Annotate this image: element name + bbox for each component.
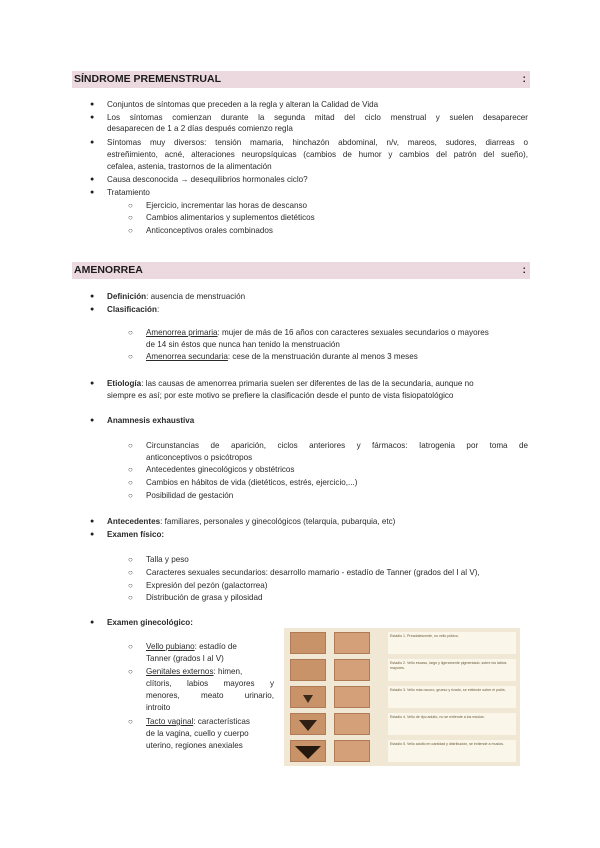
- tanner-caption: Estadio 1. Preadolescente, no vello púbico.: [388, 632, 516, 654]
- sub-bullet-circle: ○: [128, 465, 133, 474]
- sub-bullet-circle: ○: [128, 213, 133, 222]
- sub-list-item-vello: [146, 641, 237, 652]
- tanner-caption: Estadio 4. Vello de tipo adulto, no se extiende a los muslos.: [388, 713, 516, 735]
- sub-bullet-circle: ○: [128, 642, 133, 651]
- sub-list-item-cont: clítoris, labios mayores y: [146, 679, 274, 688]
- sub-bullet-circle: ○: [128, 328, 133, 337]
- pubic-hair-shape: [291, 741, 325, 761]
- list-item: Síntomas muy diversos: tensión mamaria, hinchazón abdominal, n/v, mareos, sudores, diarreas o: [107, 138, 528, 147]
- sub-bullet-circle: ○: [128, 667, 133, 676]
- sub-list-item: Expresión del pezón (galactorrea): [146, 581, 268, 590]
- tanner-caption: Estadio 3. Vello más oscuro, grueso y rizado, se extiende sobre el pubis.: [388, 686, 516, 708]
- sub-bullet-circle: ○: [128, 491, 133, 500]
- sub-list-item-cont: anticonceptivos o psicótropos: [146, 453, 253, 462]
- label-clasificacion: Clasificación: [107, 305, 157, 314]
- tanner-photo-pubic: [290, 632, 326, 654]
- label-genitales-externos: Genitales externos: [146, 667, 214, 676]
- sub-list-item-cont: de la vagina, cuello y cuerpo: [146, 729, 249, 738]
- tanner-caption: Estadio 2. Vello escaso, largo y ligeramente pigmentado, sobre los labios mayores.: [388, 659, 516, 681]
- label-vello-pubiano: Vello pubiano: [146, 642, 195, 651]
- tanner-photo-pubic: [290, 713, 326, 735]
- definicion-text: : ausencia de menstruación: [146, 292, 246, 301]
- sub-bullet-circle: ○: [128, 593, 133, 602]
- tanner-photo-breast: [334, 740, 370, 762]
- sub-list-item: Circunstancias de aparición, ciclos anteriores y fármacos: Iatrogenia por toma de: [146, 441, 528, 450]
- list-item-cont: siempre es así; por este motivo se prefiere la clasificación desde el punto de vista fisiopatológico: [107, 391, 454, 400]
- label-etiologia: Etiología: [107, 379, 142, 388]
- sub-list-item: Caracteres sexuales secundarios: desarrollo mamario - estadío de Tanner (grados del I al V),: [146, 568, 480, 577]
- list-item-etiologia: [107, 378, 474, 389]
- sub-list-item-primaria: [146, 327, 489, 338]
- tanner-row: [284, 658, 520, 682]
- bullet-dot: ●: [90, 518, 95, 525]
- section-header-sindrome-premenstrual: [72, 71, 530, 88]
- bullet-dot: ●: [90, 417, 95, 424]
- bullet-dot: ●: [90, 176, 95, 183]
- label-antecedentes: Antecedentes: [107, 517, 161, 526]
- clasificacion-colon: :: [156, 305, 160, 314]
- bullet-dot: ●: [90, 101, 95, 108]
- sub-list-item: Ejercicio, incrementar las horas de descanso: [146, 201, 308, 210]
- list-item-examen-fisico: [107, 529, 164, 540]
- sub-list-item-cont: de 14 sin éstos que nunca han tenido la menstruación: [146, 340, 340, 349]
- etiologia-text: : las causas de amenorrea primaria suelen ser diferentes de las de la secundaria, aunque no: [141, 379, 474, 388]
- list-item-cont: cefalea, astenia, trastornos de la alimentación: [107, 162, 272, 171]
- sub-list-item: Distribución de grasa y pilosidad: [146, 593, 263, 602]
- sub-bullet-circle: ○: [128, 441, 133, 450]
- section-title: AMENORREA: [74, 264, 143, 276]
- pubic-hair-shape: [291, 687, 325, 707]
- sub-list-item-secundaria: [146, 351, 418, 362]
- tacto-text: : características: [193, 717, 250, 726]
- bullet-dot: ●: [90, 293, 95, 300]
- section-colon: :: [522, 264, 526, 276]
- label-definicion: Definición: [107, 292, 147, 301]
- sub-list-item-cont: menores, meato urinario,: [146, 691, 274, 700]
- tanner-photo-breast: [334, 632, 370, 654]
- sub-list-item: Cambios alimentarios y suplementos dietéticos: [146, 213, 315, 222]
- sub-list-item: Posibilidad de gestación: [146, 491, 234, 500]
- sub-bullet-circle: ○: [128, 568, 133, 577]
- section-header-amenorrea: [72, 262, 530, 279]
- sub-list-item-tacto: [146, 716, 250, 727]
- label-examen-fisico: Examen físico:: [107, 530, 165, 539]
- sub-list-item-cont: uterino, regiones anexiales: [146, 741, 243, 750]
- tanner-photo-pubic: [290, 686, 326, 708]
- label-examen-ginecologico: Examen ginecológico:: [107, 618, 193, 627]
- vello-text: : estadío de: [194, 642, 237, 651]
- sub-list-item-cont: Tanner (grados I al V): [146, 654, 224, 663]
- sub-bullet-circle: ○: [128, 555, 133, 564]
- tanner-stages-figure: [284, 628, 520, 766]
- bullet-dot: ●: [90, 619, 95, 626]
- sub-list-item-genitales: [146, 666, 242, 677]
- sub-list-item-cont: introito: [146, 703, 171, 712]
- section-title: SÍNDROME PREMENSTRUAL: [74, 73, 222, 85]
- pubic-hair-shape: [291, 714, 325, 734]
- list-item-cont: desaparecen de 1 a 2 días después comienzo regla: [107, 124, 293, 133]
- list-item-definicion: [107, 291, 245, 302]
- sub-bullet-circle: ○: [128, 352, 133, 361]
- list-item-clasificacion: [107, 304, 159, 315]
- sub-bullet-circle: ○: [128, 581, 133, 590]
- antecedentes-text: : familiares, personales y ginecológicos (telarquia, pubarquia, etc): [160, 517, 396, 526]
- tanner-photo-breast: [334, 686, 370, 708]
- sub-bullet-circle: ○: [128, 478, 133, 487]
- list-item: Tratamiento: [107, 188, 150, 197]
- list-item-antecedentes: [107, 516, 395, 527]
- section-colon: :: [522, 73, 526, 85]
- label-anamnesis: Anamnesis exhaustiva: [107, 416, 195, 425]
- sub-list-item: Talla y peso: [146, 555, 189, 564]
- tanner-row: [284, 739, 520, 763]
- list-item: Los síntomas comienzan durante la segunda mitad del ciclo menstrual y suelen desaparecer: [107, 113, 528, 122]
- tanner-photo-breast: [334, 713, 370, 735]
- tanner-row: [284, 685, 520, 709]
- tanner-photo-pubic: [290, 740, 326, 762]
- label-amenorrea-primaria: Amenorrea primaria: [146, 328, 218, 337]
- list-item-cont: estreñimiento, acné, alteraciones neuropsíquicas (cambios de humor y cambios del patrón del sueño),: [107, 150, 528, 159]
- bullet-dot: ●: [90, 380, 95, 387]
- sub-bullet-circle: ○: [128, 717, 133, 726]
- tanner-photo-breast: [334, 659, 370, 681]
- list-item: Conjuntos de síntomas que preceden a la regla y alteran la Calidad de Vida: [107, 100, 379, 109]
- tanner-caption: Estadio 5. Vello adulto en cantidad y distribución, se extiende a muslos.: [388, 740, 516, 762]
- tanner-photo-pubic: [290, 659, 326, 681]
- label-tacto-vaginal: Tacto vaginal: [146, 717, 194, 726]
- bullet-dot: ●: [90, 114, 95, 121]
- genitales-text: : himen,: [213, 667, 243, 676]
- sub-bullet-circle: ○: [128, 226, 133, 235]
- tanner-row: [284, 631, 520, 655]
- bullet-dot: ●: [90, 531, 95, 538]
- bullet-dot: ●: [90, 306, 95, 313]
- list-item-examen-ginecologico: [107, 617, 193, 628]
- list-item-anamnesis: [107, 415, 194, 426]
- sub-list-item: Antecedentes ginecológicos y obstétricos: [146, 465, 295, 474]
- bullet-dot: ●: [90, 139, 95, 146]
- sub-list-item: Anticonceptivos orales combinados: [146, 226, 273, 235]
- list-item: Causa desconocida → desequilibrios hormonales ciclo?: [107, 175, 308, 184]
- secundaria-text: : cese de la menstruación durante al menos 3 meses: [227, 352, 418, 361]
- primaria-text: : mujer de más de 16 años con caracteres sexuales secundarios o mayores: [217, 328, 489, 337]
- tanner-row: [284, 712, 520, 736]
- label-amenorrea-secundaria: Amenorrea secundaria: [146, 352, 228, 361]
- sub-list-item: Cambios en hábitos de vida (dietéticos, estrés, ejercicio,...): [146, 478, 358, 487]
- bullet-dot: ●: [90, 189, 95, 196]
- sub-bullet-circle: ○: [128, 201, 133, 210]
